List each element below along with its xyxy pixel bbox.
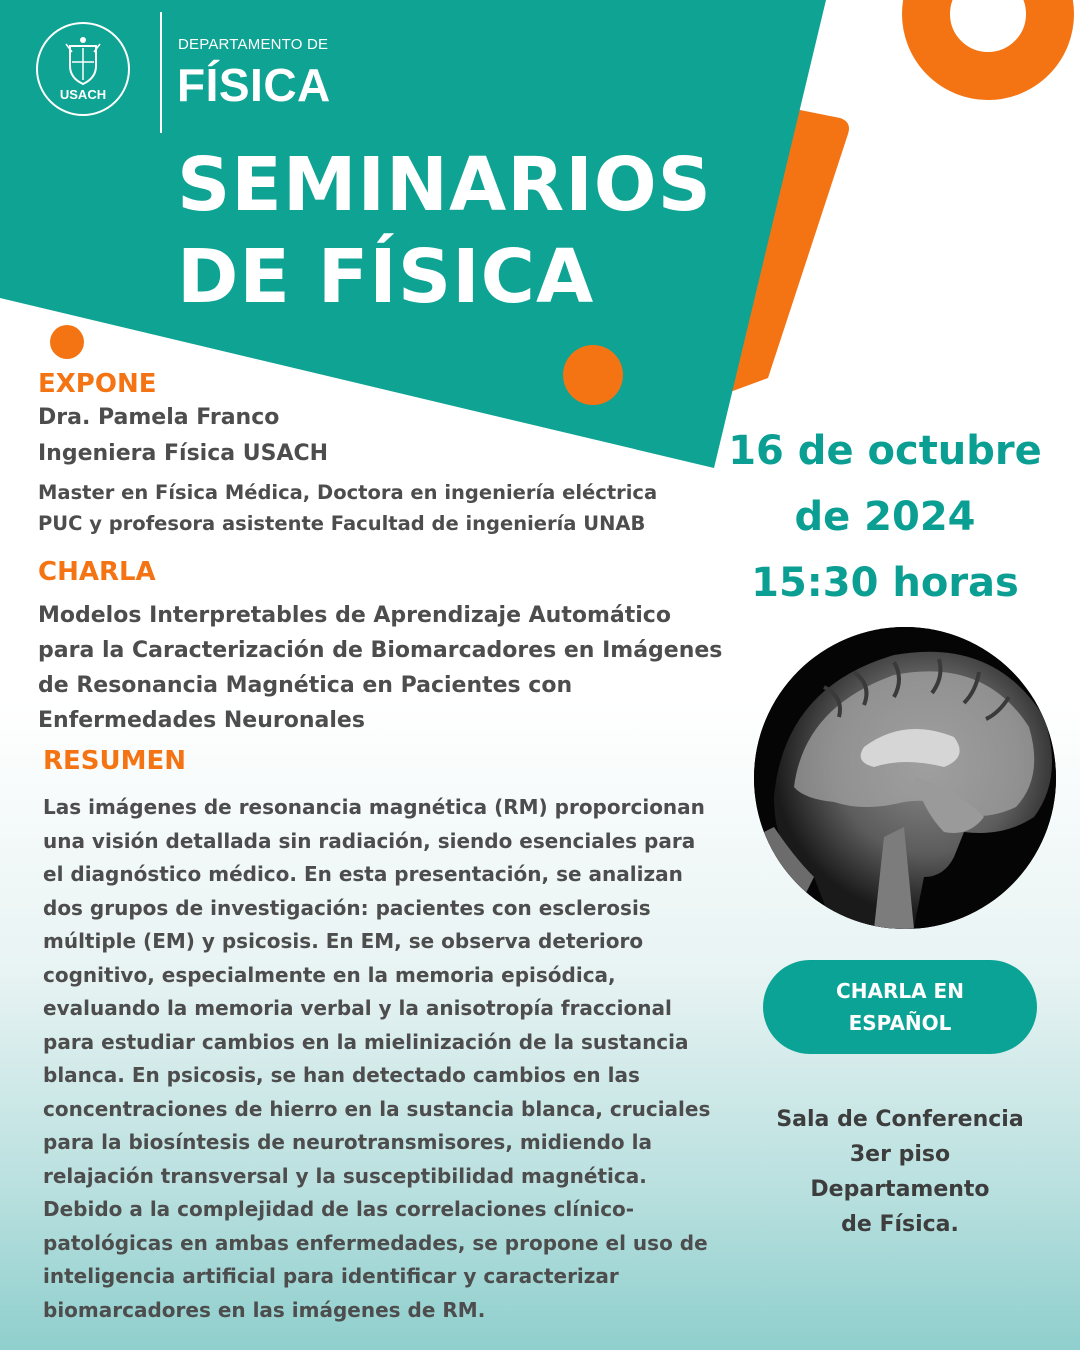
summary-heading: RESUMEN [43,746,187,776]
talk-heading: CHARLA [38,557,156,587]
mri-illustration [754,627,1056,929]
language-badge [763,960,1037,1054]
department-name: FÍSICA [177,59,331,111]
event-time: 15:30 horas [751,560,1019,606]
orange-dot-medium [563,345,623,405]
speaker-bio-line2: PUC y profesora asistente Facultad de ingeniería UNAB [38,512,646,535]
summary-text: Las imágenes de resonancia magnética (RM) proporcionan una visión detallada sin radiación, siendo esenciales para el diagnóstico médico. En esta presentación, se analizan dos grupos de investigación: pacientes con esclerosis múltiple (EM) y psicosis. En EM, se observa deterioro cognitivo, especialmente en la memoria episódica, evaluando la memoria verbal y la anisotropía fraccional para estudiar cambios en la mielinización de la sustancia blanca. En psicosis, se han detectado cambios en las concentraciones de hierro en la sustancia blanca, cruciales para la biosíntesis de neurotransmisores, midiendo la relajación transversal y la susceptibilidad magnética. Debido a la complejidad de las correlaciones clínico- patológicas en ambas enfermedades, se propone el uso de inteligencia artificial para identificar y caracterizar biomarcadores en las imágenes de RM. [43,795,711,1322]
speaker-bio [38,477,738,539]
event-venue: Sala de Conferencia 3er piso Departamento de Física. [776,1107,1024,1237]
logo-text: USACH [59,87,107,102]
date-line1: 16 de octubre [728,428,1042,474]
talk-title [38,598,758,738]
page-title-line2: DE FÍSICA [177,234,595,320]
talk-title-line1: Modelos Interpretables de Aprendizaje Automático [38,603,671,628]
language-badge-line1: CHARLA EN [836,979,964,1003]
speaker-role: Ingeniera Física USACH [38,441,329,466]
talk-title-line4: Enfermedades Neuronales [38,708,365,733]
event-datetime [720,418,1050,616]
talk-title-line3: de Resonancia Magnética en Pacientes con [38,673,573,698]
speaker-heading: EXPONE [38,369,157,399]
orange-ring [926,0,1050,76]
orange-dot-small [50,325,84,359]
brain-mri-image [754,627,1056,929]
language-badge-line2: ESPAÑOL [848,1011,952,1035]
usach-logo [36,22,131,122]
header-divider [160,12,162,133]
speaker-name: Dra. Pamela Franco [38,405,280,430]
speaker-bio-line1: Master en Física Médica, Doctora en ingeniería eléctrica [38,481,658,504]
department-label: DEPARTAMENTO DE [178,36,329,53]
page-title-line1: SEMINARIOS [177,142,712,228]
logo-circle [36,22,130,116]
talk-title-line2: para la Caracterización de Biomarcadores en Imágenes [38,638,723,663]
date-line2: de 2024 [794,494,976,540]
